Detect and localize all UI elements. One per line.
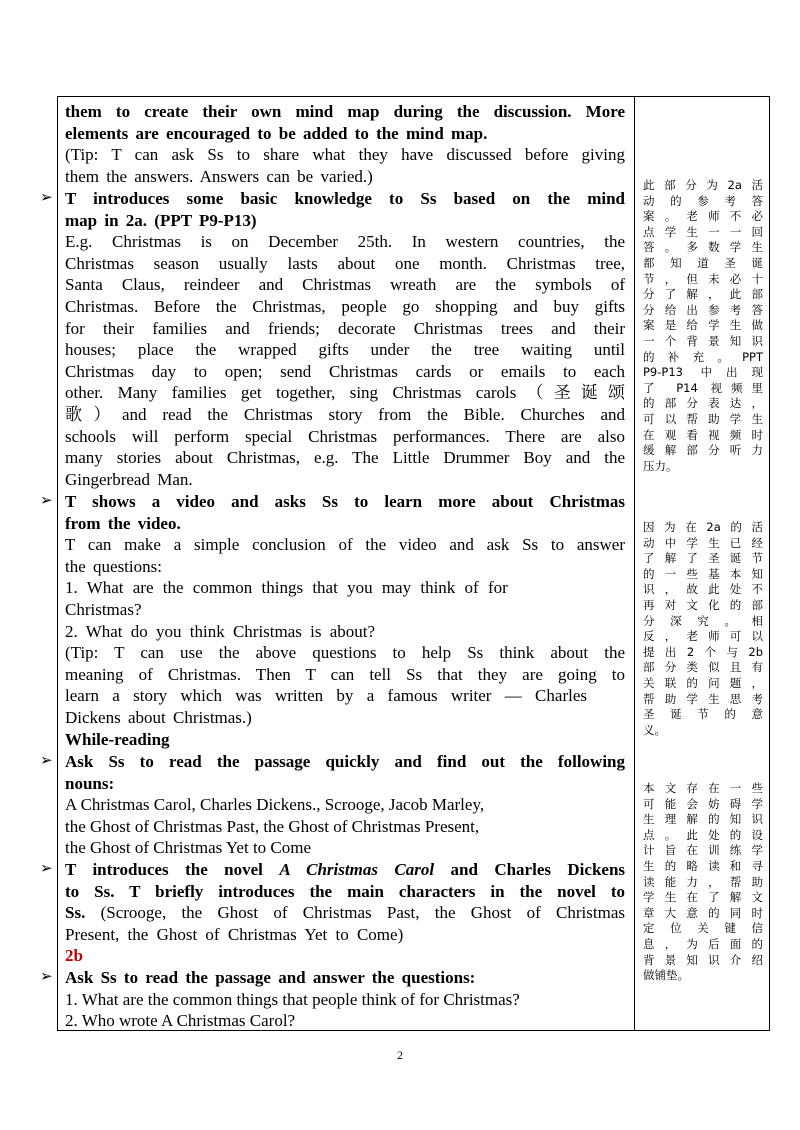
item-title: Ask Ss to read the passage quickly and find out the following [65,752,625,771]
note-line: 此部分为2a活 [643,178,763,192]
item-body-line: other. Many families get together, sing Christmas carols（圣诞颂 [65,383,625,403]
note-line: 案。老师不必 [643,209,763,224]
note-line: 案是给学生做 [643,318,763,333]
intro-line: elements are encouraged to be added to the mind map. [65,123,488,143]
item-body-line: the Ghost of Christmas Past, the Ghost of Christmas Present, [65,816,480,836]
bullet-arrow-icon: ➢ [40,190,53,206]
intro-line: them to create their own mind map during the discussion. More [65,102,625,121]
item-body-line: (Tip: T can use the above questions to help Ss think about the [65,643,625,663]
note-line: 的部分表达， [643,396,763,411]
intro-line: (Tip: T can ask Ss to share what they have discussed before giving [65,145,625,165]
scan-item [40,751,625,859]
detail-reading-item [40,967,625,1032]
item-title [65,859,625,881]
section-2b-heading: 2b [65,946,83,965]
item-body-line: Dickens about Christmas.) [65,707,252,727]
item-body-line: Santa Claus, reindeer and Christmas wreath are the symbols of [65,275,625,295]
page-number: 2 [397,1048,403,1062]
item-body-line: 1. What are the common things that people think of for Christmas? [65,989,520,1009]
intro-line: them the answers. Answers can be varied.) [65,166,373,186]
note-line: 做铺垫。 [643,968,689,983]
note-line: 动中学生已经 [643,535,763,550]
note-line: 背景知识介绍 [643,952,763,967]
item-body-line: the questions: [65,556,162,576]
note-line: 可能会妨碍学 [643,796,763,811]
item-body-line: Christmas? [65,599,142,619]
note-line: 都知道圣诞 [643,255,763,270]
item-body-line: for their families and friends; decorate Christmas trees and their [65,318,625,338]
design-note-2 [643,520,763,738]
note-line: 分了解，此部 [643,287,763,302]
while-reading-heading: While-reading [65,730,170,749]
note-line: 本文存在一些 [643,781,763,795]
item-body-line: 2. Who wrote A Christmas Carol? [65,1011,296,1031]
procedure-column [40,97,635,1031]
item-body-line: Christmas day to open; send Christmas cards or emails to each [65,361,625,381]
note-line: 一个背景知识 [643,333,763,348]
video-item [40,491,625,729]
item-body-line: the Ghost of Christmas Yet to Come [65,838,312,858]
note-line: 生理解的知识 [643,812,763,827]
item-body-text: (Scrooge, the Ghost of Christmas Past, the Ghost of Christmas [85,903,625,923]
item-title: T shows a video and asks Ss to learn more about Christmas [65,492,625,511]
note-line: 提出2个与2b [643,644,763,659]
note-line: 部分类似且有 [643,660,763,675]
notes-column [635,97,769,1030]
note-line: 的一些基本知 [643,566,763,581]
lesson-plan-table [40,96,770,1031]
note-line: 学生在了解文 [643,890,763,905]
novel-title-italic: A Christmas Carol [279,860,435,879]
novel-title-post: and Charles Dickens [434,860,626,879]
item-body-line: 歌）and read the Christmas story from the Bible. Churches and [65,404,625,424]
item-title: T introduces some basic knowledge to Ss based on the mind [65,189,625,208]
note-line: 点。此处的设 [643,827,763,842]
note-line: 反，老师可以 [643,629,763,644]
item-body-line: A Christmas Carol, Charles Dickens., Scrooge, Jacob Marley, [65,795,485,815]
note-line: 点学生一一回 [643,224,763,239]
item-body-line: T can make a simple conclusion of the video and ask Ss to answer [65,535,625,555]
item-body-line: Christmas. Before the Christmas, people go shopping and buy gifts [65,296,625,316]
note-line: 圣诞节的意 [643,707,763,722]
bullet-arrow-icon: ➢ [40,861,53,877]
bullet-arrow-icon: ➢ [40,969,53,985]
item-body-line: 2. What do you think Christmas is about? [65,621,376,641]
note-line: 节，但未必十 [643,271,763,286]
note-line: 的补充。PPT [643,349,763,364]
item-title: to Ss. T briefly introduces the main characters in the novel to [65,881,625,901]
intro-block [65,101,625,187]
item-body-line: Present, the Ghost of Christmas Yet to Come) [65,924,404,944]
note-line: 在观看视频时 [643,427,763,442]
note-line: 缓解部分听力 [643,443,763,458]
note-line: 关联的问题， [643,675,763,690]
item-body-line: 1. What are the common things that you may think of for [65,578,508,598]
bullet-arrow-icon: ➢ [40,493,53,509]
note-line: 计旨在训练学 [643,843,763,858]
novel-title-pre: T introduces the novel [65,860,280,879]
note-line: 因为在2a的活 [643,520,763,534]
item-title: from the video. [65,513,181,533]
note-line: 帮助学生思考 [643,691,763,706]
item-body-line: meaning of Christmas. Then T can tell Ss that they are going to [65,664,625,684]
note-line: 息，为后面的 [643,936,763,951]
note-line: 了 P14 视频里 [643,380,763,395]
item-body-line: Gingerbread Man. [65,469,193,489]
note-line: 章大意的同时 [643,905,763,920]
note-line: P9-P13 中出现 [643,365,763,380]
note-line: 分给出参考答 [643,302,763,317]
item-body-line: learn a story which was written by a famous writer — Charles [65,686,587,706]
note-line: 了解了圣诞节 [643,551,763,566]
note-line: 再对文化的部 [643,597,763,612]
item-title: Ask Ss to read the passage and answer the questions: [65,968,476,987]
bullet-arrow-icon: ➢ [40,753,53,769]
note-line: 定位关键信 [643,921,763,936]
note-line: 可以帮助学生 [643,411,763,426]
novel-item [40,859,626,945]
note-line: 生的略读和寻 [643,858,763,873]
note-line: 答。多数学生 [643,240,763,255]
item-body-line: schools will perform special Christmas performances. There are also [65,426,625,446]
note-line: 压力。 [643,458,678,473]
note-line: 分深究。相 [643,613,763,628]
note-line: 义。 [643,722,666,737]
note-line: 读能力，帮助 [643,874,763,889]
item-body-line [65,902,625,924]
note-line: 识，故此处不 [643,582,763,597]
knowledge-item [40,188,625,490]
item-title: map in 2a. (PPT P9-P13) [65,210,257,230]
item-title: nouns: [65,773,115,793]
item-body-line: houses; place the wrapped gifts under the tree waiting until [65,340,625,360]
item-body-line: many stories about Christmas, e.g. The Little Drummer Boy and the [65,448,625,468]
item-body-line: E.g. Christmas is on December 25th. In western countries, the [65,232,625,252]
design-note-1 [643,178,763,474]
design-note-3 [643,781,763,984]
note-line: 动的参考答 [643,193,763,208]
item-title-end: Ss. [65,903,86,923]
item-body-line: Christmas season usually lasts about one month. Christmas tree, [65,253,625,273]
